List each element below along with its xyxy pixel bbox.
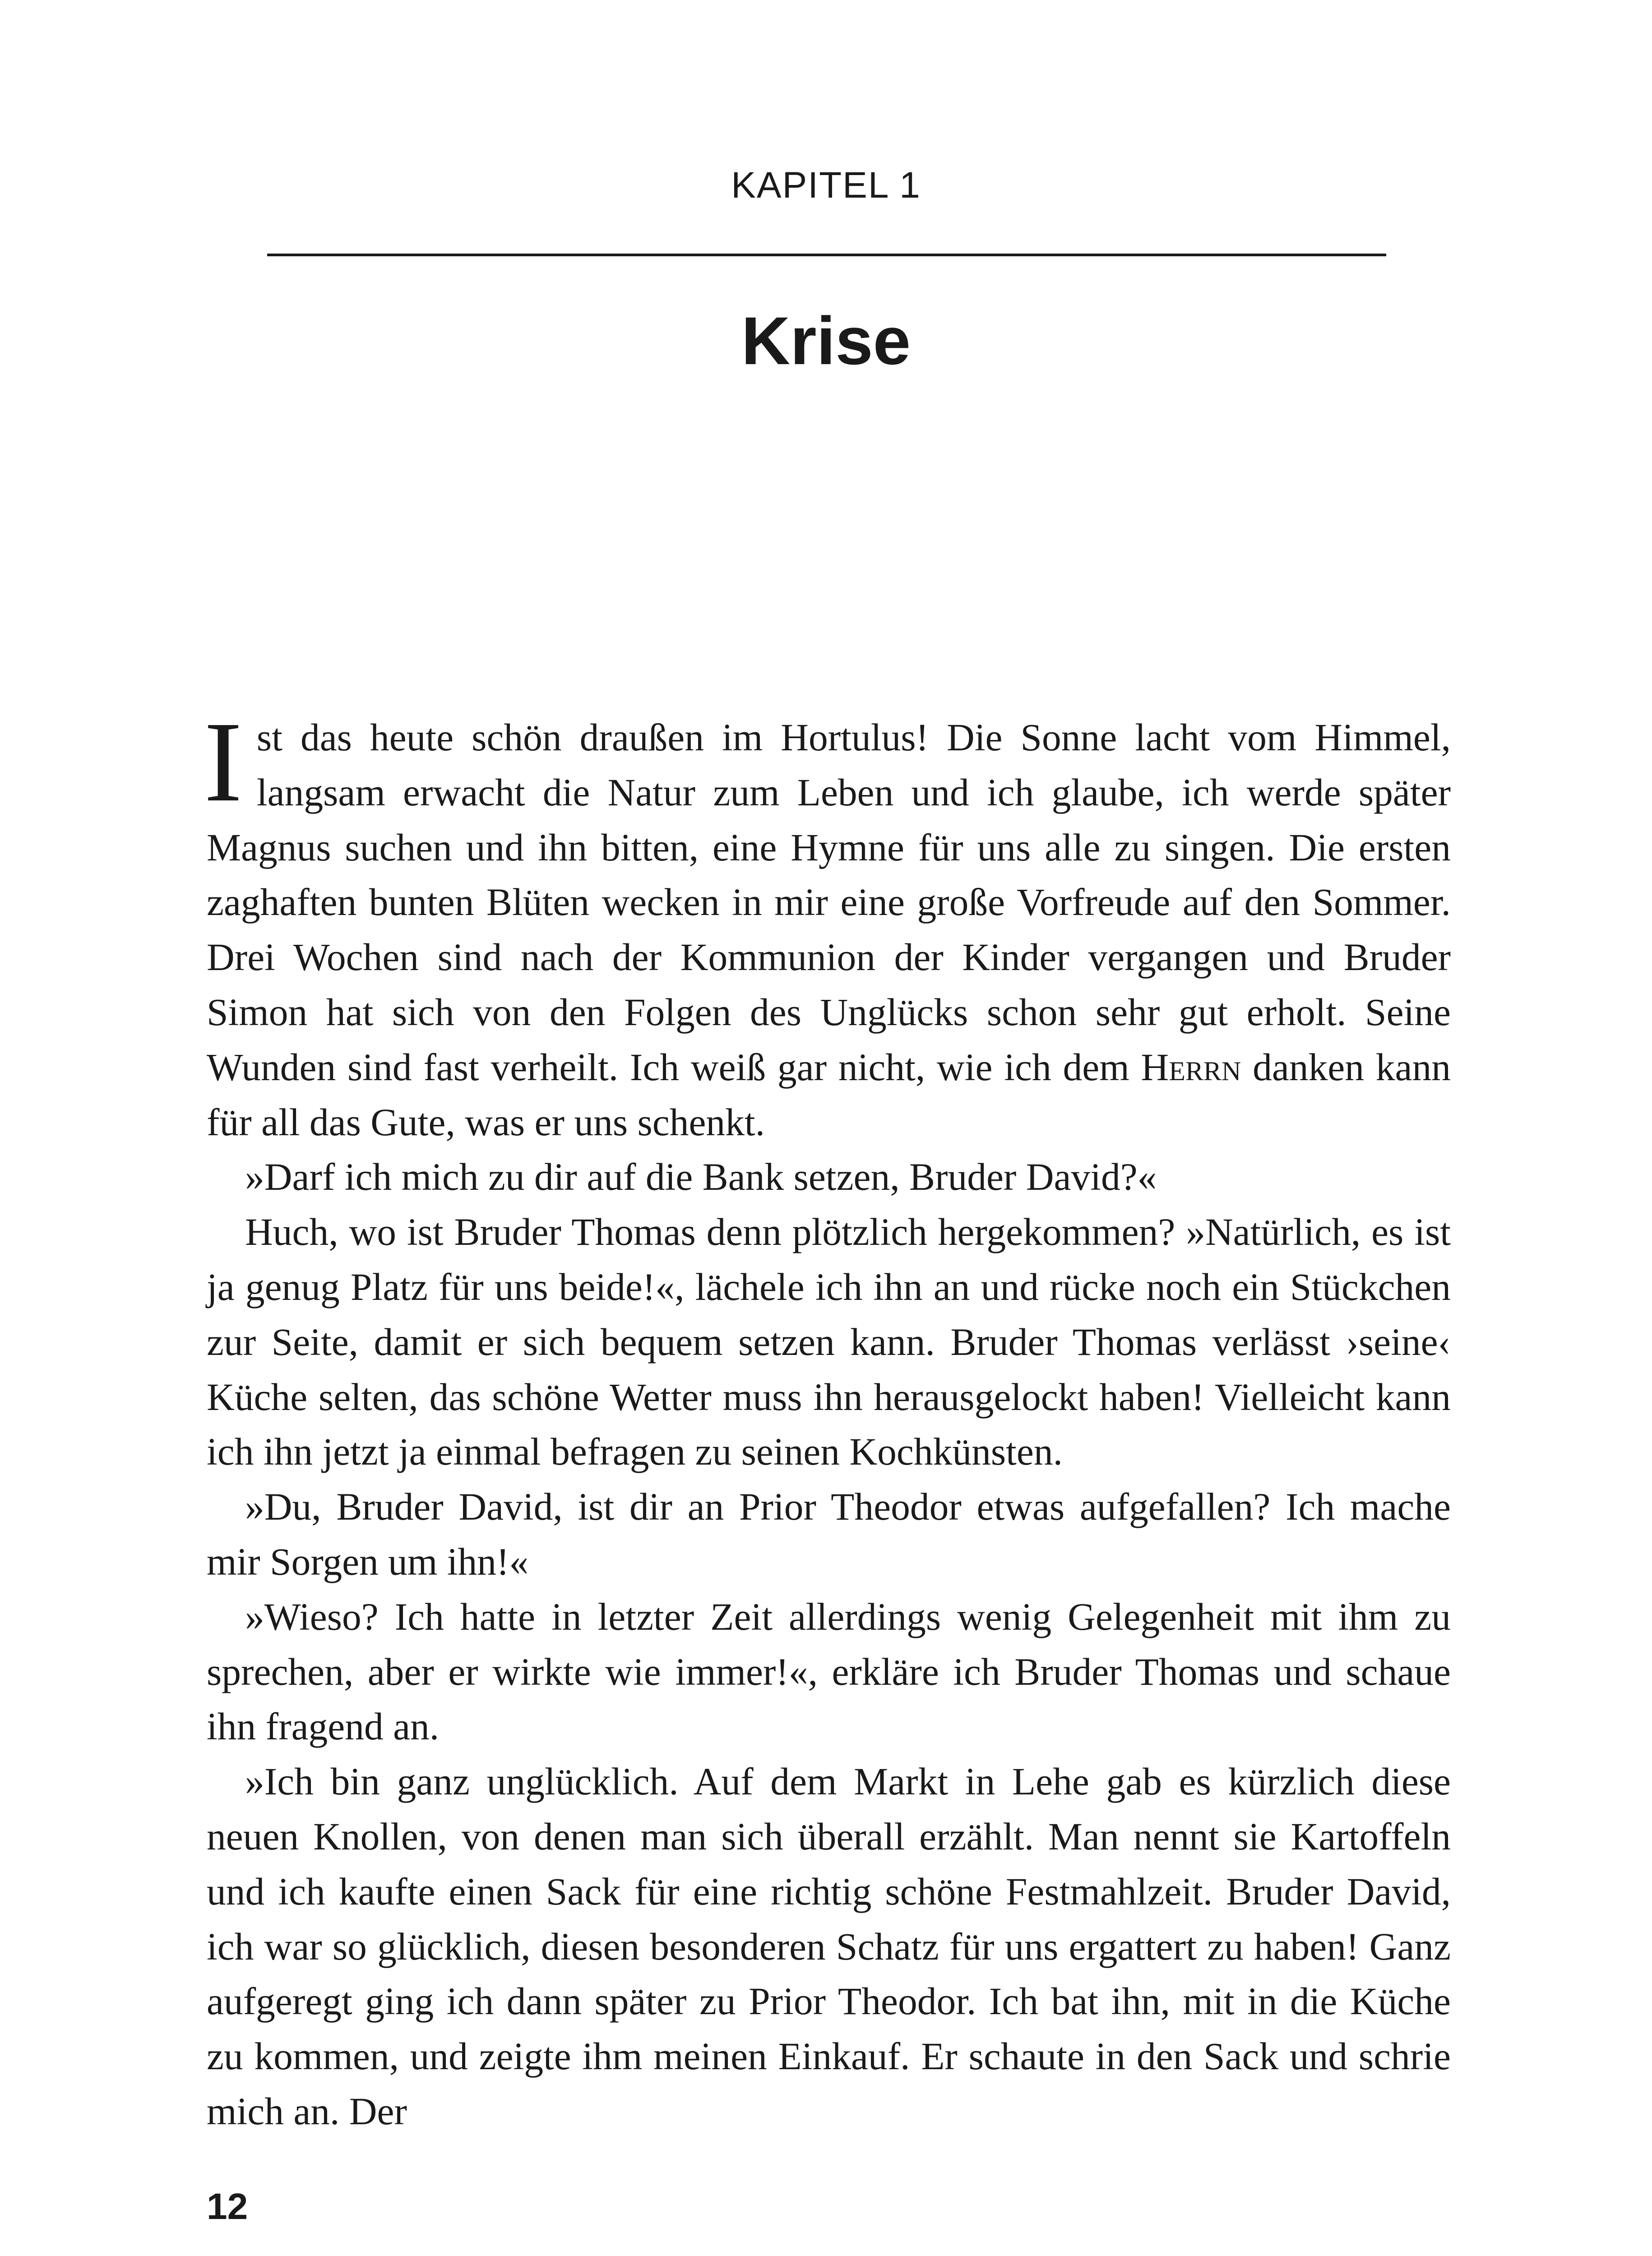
small-caps-word: Herrn	[1141, 1046, 1241, 1089]
paragraph: »Darf ich mich zu dir auf die Bank setzen, Bruder David?«	[245, 1156, 1157, 1199]
paragraph	[204, 698, 1451, 1150]
body-text	[204, 698, 1451, 2140]
chapter-divider	[267, 254, 1386, 256]
paragraph: Huch, wo ist Bruder Thomas denn plötzlich hergekommen? »Natürlich, es ist ja genug Platz für uns beide!«, lächele ich ihn an und rücke noch ein Stückchen zur Seite, damit er sich bequem setzen kann. Bruder Thomas verlässt ›seine‹ Küche selten, das schöne Wetter muss ihn herausgelockt haben! Vielleicht kann ich ihn jetzt ja einmal befragen zu seinen Kochkünsten.	[207, 1211, 1451, 1474]
chapter-title: Krise	[741, 303, 911, 379]
chapter-label: KAPITEL 1	[731, 165, 921, 206]
paragraph-text: danken kann für all das Gute, was er uns schenkt.	[207, 1046, 1451, 1144]
paragraph: »Wieso? Ich hatte in letzter Zeit allerdings wenig Gelegenheit mit ihm zu sprechen, aber er wirkte wie immer!«, erkläre ich Bruder Thomas und schaue ihn fragend an.	[207, 1595, 1451, 1748]
paragraph: »Ich bin ganz unglücklich. Auf dem Markt in Lehe gab es kürzlich diese neuen Knollen, von denen man sich überall erzählt. Man nennt sie Kartoffeln und ich kaufte einen Sack für eine richtig schöne Festmahlzeit. Bruder David, ich war so glücklich, diesen besonderen Schatz für uns ergattert zu haben! Ganz aufgeregt ging ich dann später zu Prior Theodor. Ich bat ihn, mit in die Küche zu kommen, und zeigte ihm meinen Einkauf. Er schaute in den Sack und schrie mich an. Der	[207, 1761, 1451, 2133]
paragraph: »Du, Bruder David, ist dir an Prior Theodor etwas aufgefallen? Ich mache mir Sorgen um ihn!«	[207, 1486, 1451, 1583]
page-number: 12	[207, 2186, 248, 2227]
drop-cap: I	[204, 698, 242, 826]
paragraph-text: st das heute schön draußen im Hortulus! Die Sonne lacht vom Himmel, langsam erwacht die Natur zum Leben und ich glaube, ich werde später Magnus suchen und ihn bitten, eine Hymne für uns alle zu singen. Die ersten zaghaften bunten Blüten wecken in mir eine große Vorfreude auf den Sommer. Drei Wochen sind nach der Kommunion der Kinder vergangen und Bruder Simon hat sich von den Folgen des Unglücks schon sehr gut erholt. Seine Wunden sind fast verheilt. Ich weiß gar nicht, wie ich dem	[207, 717, 1451, 1089]
